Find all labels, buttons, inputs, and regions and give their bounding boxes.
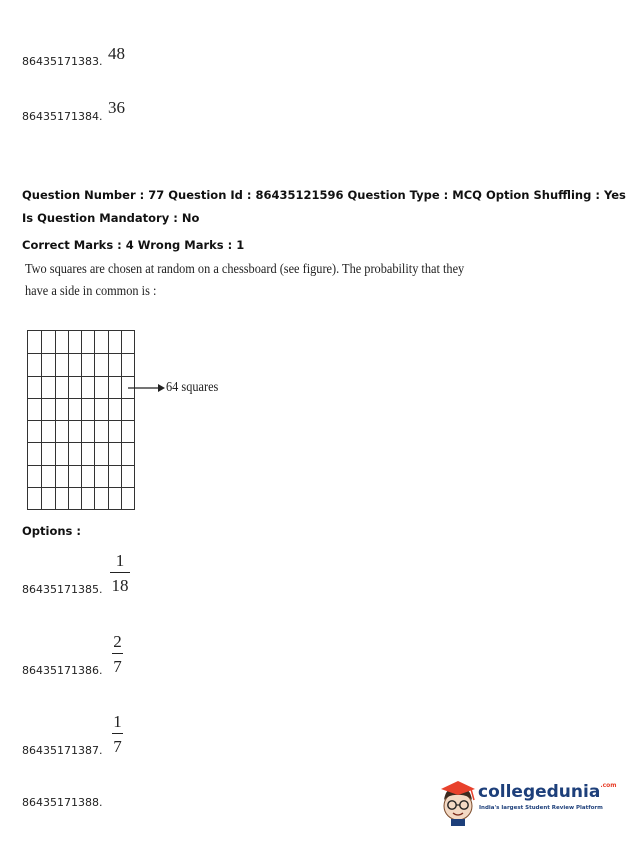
option-id: 86435171383. [22,55,103,68]
grid-line-horizontal [28,398,134,399]
option-fraction [112,712,123,756]
fraction-numerator: 2 [113,632,122,651]
fraction-bar [110,572,130,573]
fraction-bar [112,733,123,734]
option-id: 86435171385. [22,583,103,596]
figure-label: 64 squares [166,380,219,395]
logo-tagline: India's largest Student Review Platform [479,805,603,811]
chessboard-figure [27,330,135,510]
collegedunia-logo [438,778,617,826]
option-id: 86435171388. [22,796,103,809]
option-value: 48 [108,44,125,63]
question-text-line: have a side in common is : [25,284,157,299]
fraction-denominator: 18 [111,576,129,595]
option-id: 86435171386. [22,664,103,677]
fraction-numerator: 1 [115,551,125,570]
fraction-denominator: 7 [113,657,122,676]
grid-line-horizontal [28,465,134,466]
fraction-numerator: 1 [113,712,122,731]
option-fraction [112,632,123,676]
mascot-icon [438,778,478,826]
question-text-line: Two squares are chosen at random on a chessboard (see figure). The probability that they [25,262,465,277]
grid-line-horizontal [28,353,134,354]
grid-line-horizontal [28,487,134,488]
option-value: 36 [108,98,125,117]
options-label: Options : [22,524,81,538]
logo-superscript: .com [600,782,617,789]
option-fraction [110,551,130,595]
grid-line-horizontal [28,376,134,377]
grid-line-horizontal [28,420,134,421]
option-id: 86435171384. [22,110,103,123]
question-mandatory: Is Question Mandatory : No [22,211,200,225]
option-id: 86435171387. [22,744,103,757]
fraction-denominator: 7 [113,737,122,756]
logo-wordmark: collegedunia [478,782,601,802]
grid-line-horizontal [28,442,134,443]
fraction-bar [112,653,123,654]
question-marks: Correct Marks : 4 Wrong Marks : 1 [22,238,245,252]
question-header: Question Number : 77 Question Id : 86435121596 Question Type : MCQ Option Shuffling : Yes [22,188,626,202]
